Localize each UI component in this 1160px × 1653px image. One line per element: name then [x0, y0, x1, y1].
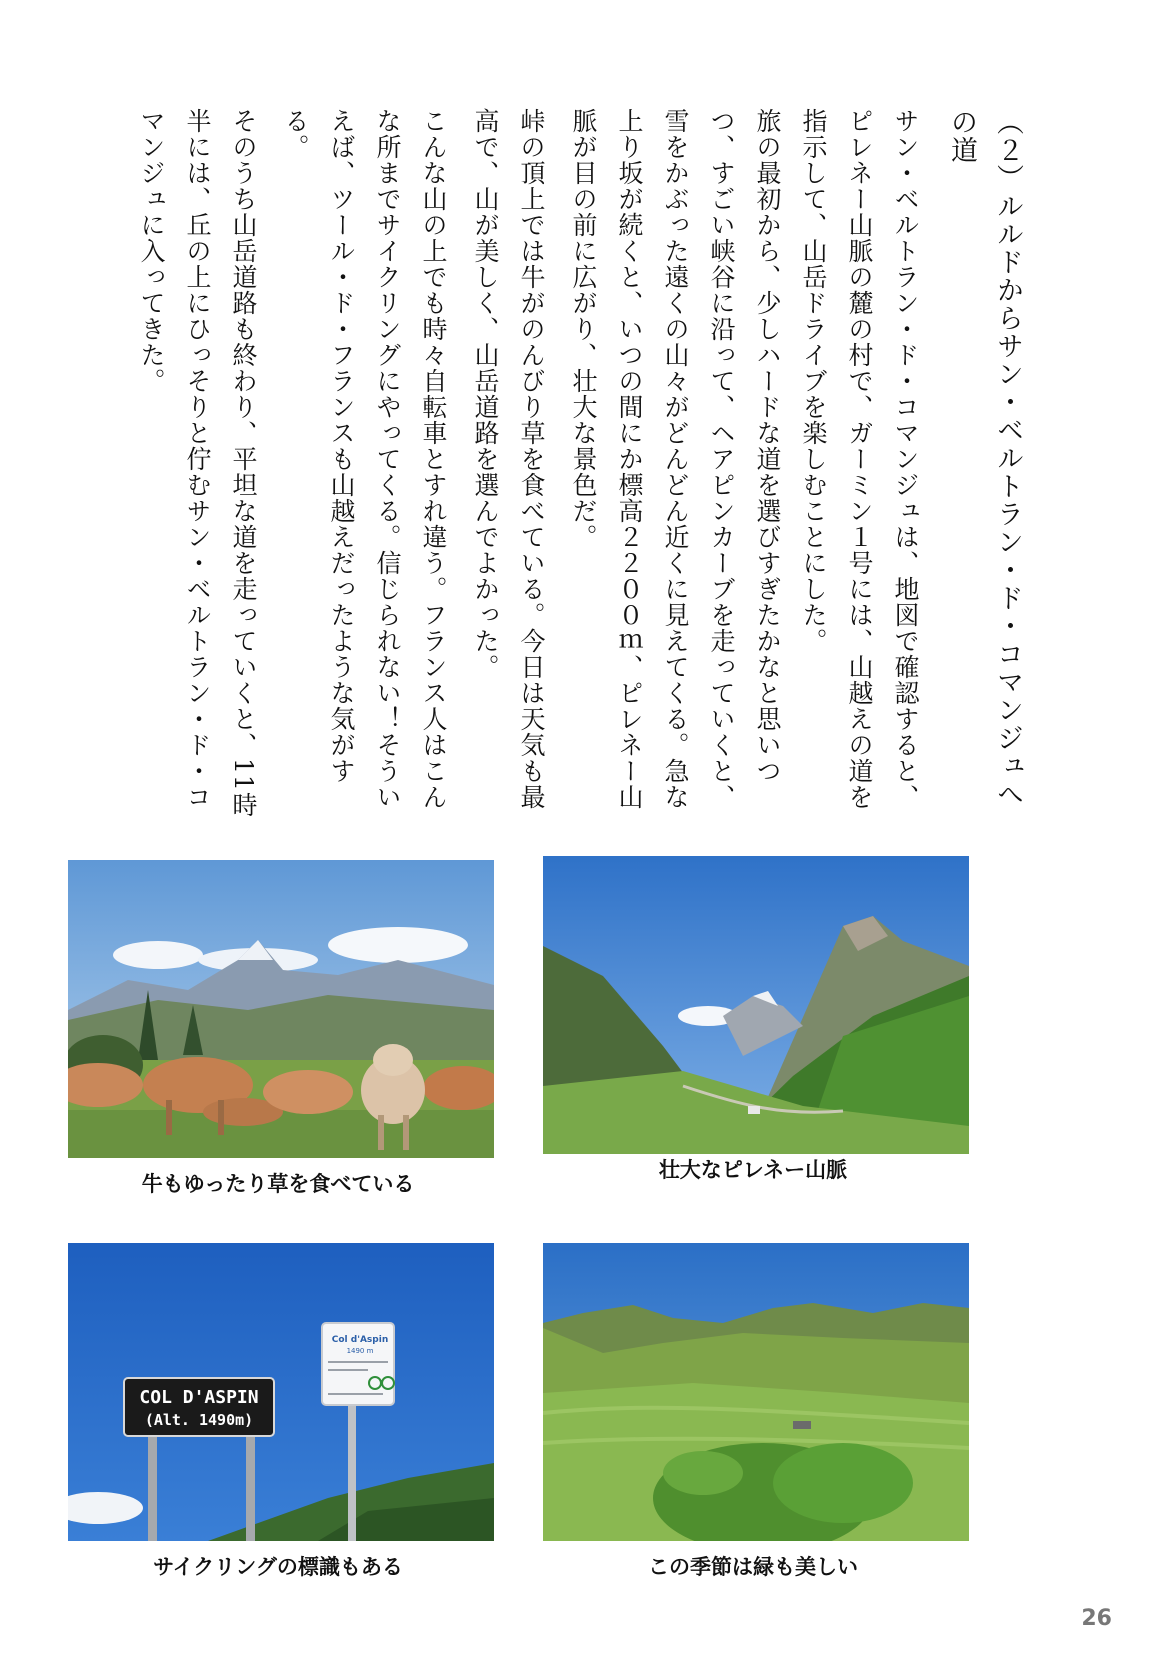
photo-sign: [68, 1243, 494, 1541]
article-paragraph: 旅の最初から、少しハードな道を選びすぎたかなと思いつつ、すごい峡谷に沿って、ヘアピンカーブを走っていくと、雪をかぶった遠くの山々がどんどん近くに見えてくる。急な上り坂が続くと、いつの間にか標高２２００ｍ、ピレネー山脈が目の前に広がり、壮大な景色だ。: [569, 108, 782, 810]
photo-valley: [543, 856, 969, 1154]
article-paragraph: サン・ベルトラン・ド・コマンジュは、地図で確認すると、ピレネー山脈の麓の村で、ガーミン１号には、山越えの道を指示して、山岳ドライブを楽しむことにした。: [799, 108, 920, 810]
sign-alt-text: (Alt. 1490m): [144, 1411, 254, 1429]
page-number: 26: [1081, 1606, 1112, 1631]
photo-caption: 牛もゆったり草を食べている: [141, 1172, 415, 1196]
article-text: [137, 108, 1030, 828]
article-paragraph: 峠の頂上では牛がのんびり草を食べている。今日は天気も最高で、山が美しく、山岳道路を選んでよかった。: [471, 108, 546, 810]
photo-caption: この季節は緑も美しい: [648, 1555, 858, 1579]
article-paragraph: こんな山の上でも時々自転車とすれ違う。フランス人はこんな所までサイクリングにやってくる。信じられない！そういえば、ツール・ド・フランスも山越えだったような気がする。: [281, 108, 448, 810]
bike-sign-title: Col d'Aspin: [331, 1335, 389, 1345]
photo-cows: [68, 860, 494, 1158]
bike-sign-alt: 1490 m: [346, 1347, 374, 1355]
photo-caption: 壮大なピレネー山脈: [658, 1158, 848, 1182]
photo-caption: サイクリングの標識もある: [153, 1555, 403, 1579]
article-paragraph: そのうち山岳道路も終わり、平坦な道を走っていくと、11時半には、丘の上にひっそりと佇むサン・ベルトラン・ド・コマンジュに入ってきた。: [137, 108, 258, 818]
article-heading: （２）ルルドからサン・ベルトラン・ド・コマンジュへの道: [946, 108, 1023, 808]
sign-col-text: COL D'ASPIN: [139, 1387, 259, 1408]
photo-hills: [543, 1243, 969, 1541]
